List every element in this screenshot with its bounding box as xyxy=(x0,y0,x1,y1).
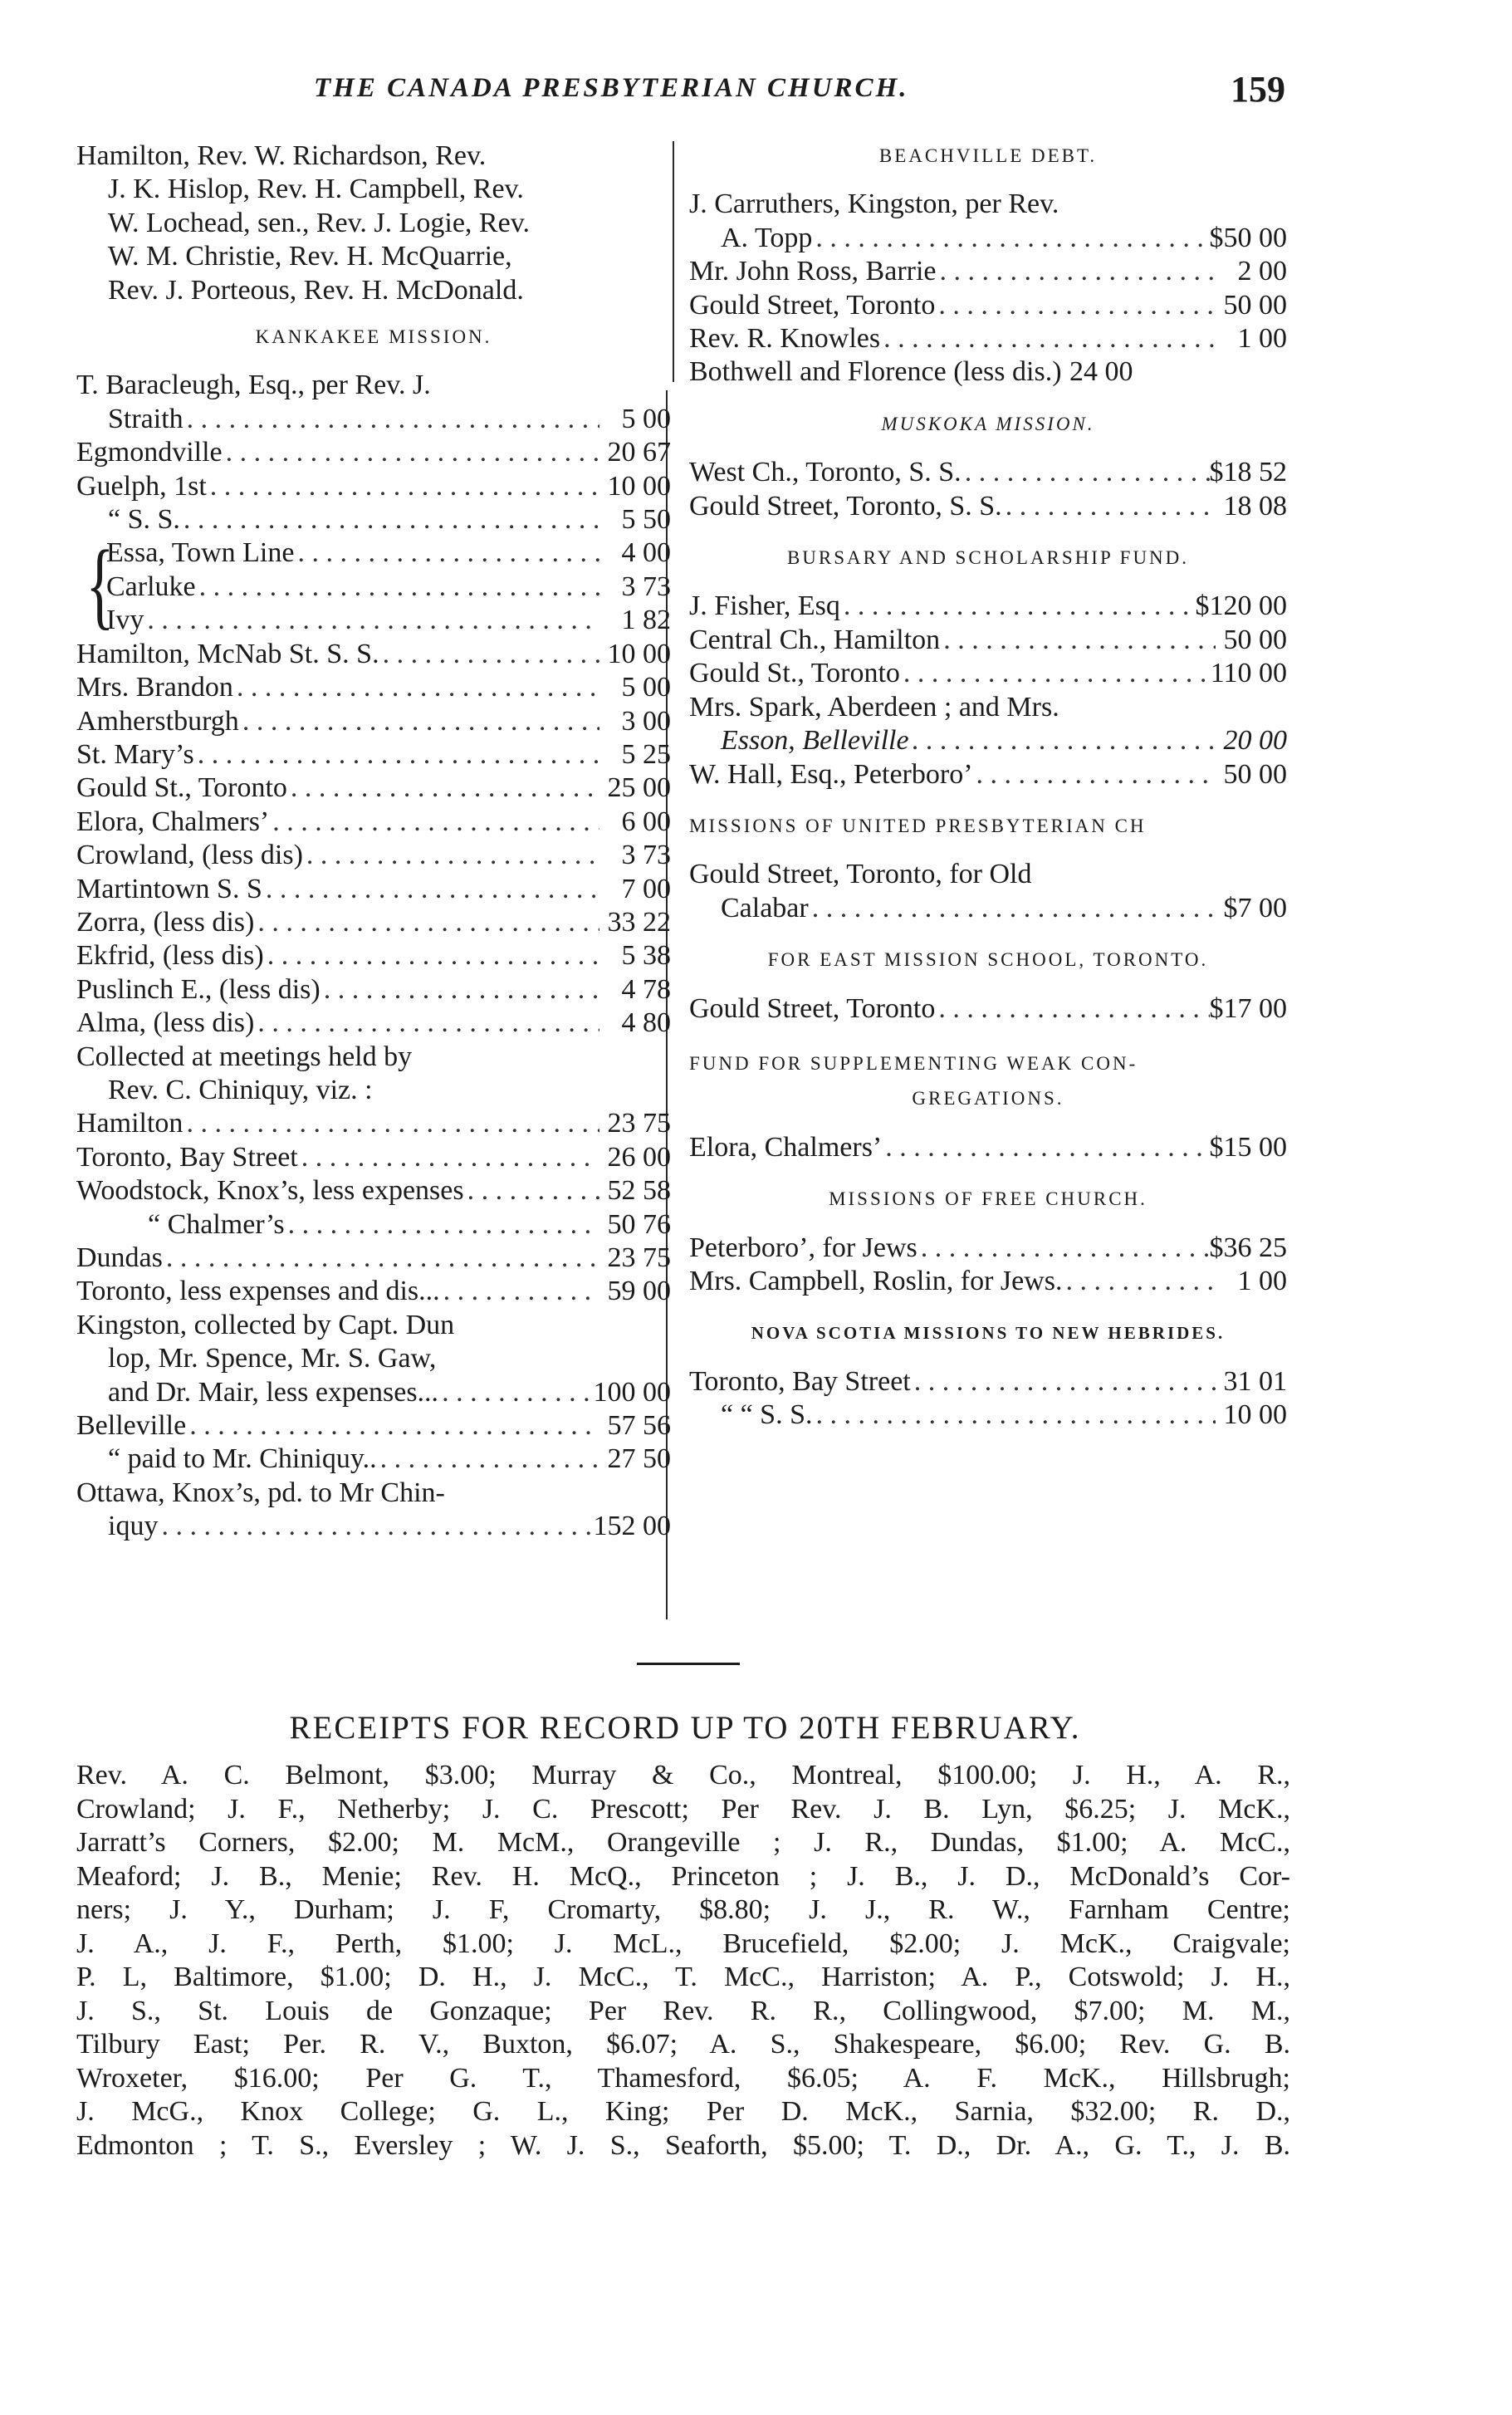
ledger-row xyxy=(689,289,1287,322)
ledger-row xyxy=(76,1409,671,1443)
intro-line: Hamilton, Rev. W. Richardson, Rev. xyxy=(76,140,487,171)
ledger-row xyxy=(76,1376,671,1409)
ledger-row xyxy=(76,1208,671,1242)
row-label: Mrs. Campbell, Roslin, for Jews. xyxy=(689,1265,1063,1296)
row-label: Gould Street, Toronto xyxy=(689,289,936,321)
row-amount: 31 01 xyxy=(1223,1365,1287,1397)
row-amount: 10 00 xyxy=(607,638,671,669)
intro-line: W. Lochead, sen., Rev. J. Logie, Rev. xyxy=(108,207,530,238)
row-amount: 5 00 xyxy=(621,672,671,703)
row-label: Puslinch E., (less dis) xyxy=(76,973,321,1005)
row-label: Calabar xyxy=(721,892,809,923)
receipts-line: Meaford; J. B., Menie; Rev. H. McQ., Princeton ; J. B., J. D., McDonald’s Cor- xyxy=(76,1860,1290,1892)
row-label: Gould Street, Toronto, S. S. xyxy=(689,490,1002,522)
page-number: 159 xyxy=(1231,69,1285,110)
row-amount: 20 00 xyxy=(1223,725,1287,757)
kingston-line: Kingston, collected by Capt. Dun xyxy=(76,1309,455,1340)
receipts-line: J. S., St. Louis de Gonzaque; Per Rev. R. R., Collingwood, $7.00; M. M., xyxy=(76,1995,1290,2026)
row-label: “ paid to Mr. Chiniquy.. xyxy=(108,1443,377,1475)
ledger-row xyxy=(76,1275,671,1308)
row-label: Hamilton xyxy=(76,1108,183,1139)
row-amount: 110 00 xyxy=(1210,658,1287,689)
column-rule-upper xyxy=(673,141,674,382)
row-amount: 5 38 xyxy=(621,940,671,972)
ledger-row xyxy=(689,992,1287,1026)
intro-line: W. M. Christie, Rev. H. McQuarrie, xyxy=(108,241,512,272)
row-amount: $15 00 xyxy=(1209,1131,1287,1163)
row-amount: $36 25 xyxy=(1209,1232,1287,1263)
row-amount: 5 50 xyxy=(621,504,671,536)
row-label: Belleville xyxy=(76,1410,187,1442)
row-amount: 1 82 xyxy=(621,605,671,636)
ledger-row xyxy=(76,503,671,536)
row-amount: 23 75 xyxy=(607,1108,671,1139)
ledger-row xyxy=(689,1131,1287,1164)
row-label: “ “ S. S. xyxy=(721,1399,813,1431)
ledger-row xyxy=(76,839,671,872)
row-label: Amherstburgh xyxy=(76,705,239,737)
row-amount: 7 00 xyxy=(621,873,671,904)
row-label: Toronto, Bay Street xyxy=(76,1141,298,1173)
row-label: Ivy xyxy=(106,605,144,636)
receipts-line: Edmonton ; T. S., Eversley ; W. J. S., Seaforth, $5.00; T. D., Dr. A., G. T., J. B. xyxy=(76,2129,1290,2161)
row-label: J. Fisher, Esq xyxy=(689,590,840,622)
receipts-line: Crowland; J. F., Netherby; J. C. Prescott; Per Rev. J. B. Lyn, $6.25; J. McK., xyxy=(76,1793,1290,1825)
ledger-row xyxy=(76,1443,671,1476)
ledger-row xyxy=(106,604,671,637)
ledger-row xyxy=(689,322,1287,355)
ledger-row xyxy=(76,806,671,839)
ledger-row xyxy=(76,1007,671,1040)
row-label: Gould St., Toronto xyxy=(689,658,900,689)
row-amount: 2 00 xyxy=(1237,256,1287,287)
row-label: “ Chalmer’s xyxy=(148,1208,285,1240)
receipts-line: Tilbury East; Per. R. V., Buxton, $6.07; A. S., Shakespeare, $6.00; Rev. G. B. xyxy=(76,2029,1290,2060)
row-label: Hamilton, McNab St. S. S. xyxy=(76,638,379,669)
ledger-row xyxy=(689,657,1287,690)
ledger-row xyxy=(76,973,671,1007)
ledger-row xyxy=(76,772,671,805)
row-amount: $50 00 xyxy=(1209,222,1287,253)
row-label: Carluke xyxy=(106,571,196,602)
row-amount: $18 52 xyxy=(1209,457,1287,488)
receipts-line: Jarratt’s Corners, $2.00; M. McM., Orangeville ; J. R., Dundas, $1.00; A. McC., xyxy=(76,1827,1290,1858)
collected-line: Rev. C. Chiniquy, viz. : xyxy=(108,1074,373,1105)
ledger-row xyxy=(689,456,1287,489)
receipts-title: RECEIPTS FOR RECORD UP TO 20TH FEBRUARY. xyxy=(289,1710,1081,1746)
row-label: Ekfrid, (less dis) xyxy=(76,940,264,972)
row-amount: 25 00 xyxy=(607,772,671,804)
ledger-row xyxy=(76,873,671,906)
east-heading: FOR EAST MISSION SCHOOL, TORONTO. xyxy=(767,949,1209,971)
ledger-row xyxy=(76,1107,671,1140)
row-amount: 26 00 xyxy=(607,1141,671,1173)
receipts-line: P. L, Baltimore, $1.00; D. H., J. McC., T. McC., Harriston; A. P., Cotswold; J. H., xyxy=(76,1962,1290,1992)
right-column xyxy=(689,140,1287,1433)
row-amount: 4 80 xyxy=(621,1007,671,1039)
row-label: “ S. S. xyxy=(108,504,180,536)
row-label: Mrs. Brandon xyxy=(76,672,233,703)
section-divider xyxy=(637,1663,740,1665)
kankakee-first-line: T. Baracleugh, Esq., per Rev. J. xyxy=(76,370,431,401)
row-label: A. Topp xyxy=(721,222,813,253)
row-label: Woodstock, Knox’s, less expenses xyxy=(76,1175,464,1207)
row-amount: 1 00 xyxy=(1237,1265,1287,1296)
row-label: Elora, Chalmers’ xyxy=(689,1131,883,1163)
ledger-row xyxy=(76,1510,671,1543)
row-label: Dundas xyxy=(76,1242,163,1273)
row-label: West Ch., Toronto, S. S. xyxy=(689,457,962,488)
united-heading: MISSIONS OF UNITED PRESBYTERIAN CH xyxy=(689,815,1147,836)
row-label: Essa, Town Line xyxy=(106,537,295,569)
ledger-row xyxy=(689,490,1287,523)
ledger-row xyxy=(689,1265,1287,1298)
beachville-heading: BEACHVILLE DEBT. xyxy=(878,145,1098,166)
nova-scotia-heading: NOVA SCOTIA MISSIONS TO NEW HEBRIDES. xyxy=(751,1323,1226,1344)
receipts-line: ners; J. Y., Durham; J. F, Cromarty, $8.80; J. J., R. W., Farnham Centre; xyxy=(76,1894,1290,1925)
row-amount: 5 00 xyxy=(621,403,671,434)
row-amount: 59 00 xyxy=(607,1276,671,1307)
brace-group xyxy=(76,530,671,639)
receipts-line: Rev. A. C. Belmont, $3.00; Murray & Co., Montreal, $100.00; J. H., A. R., xyxy=(76,1760,1290,1790)
row-amount: 18 08 xyxy=(1223,490,1287,522)
ledger-row xyxy=(76,436,671,469)
row-amount: 3 73 xyxy=(621,840,671,871)
page-header xyxy=(75,68,1295,118)
row-amount: 10 00 xyxy=(607,470,671,502)
row-amount: 4 00 xyxy=(621,537,671,569)
row-amount: 4 78 xyxy=(621,973,671,1005)
intro-line: J. K. Hislop, Rev. H. Campbell, Rev. xyxy=(108,174,524,205)
bursary-spark-line: Mrs. Spark, Aberdeen ; and Mrs. xyxy=(689,691,1059,723)
ledger-row xyxy=(689,624,1287,657)
row-amount: 50 76 xyxy=(607,1208,671,1240)
row-amount: 57 56 xyxy=(607,1410,671,1442)
row-label: Guelph, 1st xyxy=(76,470,207,502)
kankakee-heading: KANKAKEE MISSION. xyxy=(255,326,492,348)
row-label: Esson, Belleville xyxy=(721,725,909,757)
row-amount: 3 73 xyxy=(621,571,671,602)
receipts-line: J. A., J. F., Perth, $1.00; J. McL., Brucefield, $2.00; J. McK., Craigvale; xyxy=(76,1928,1290,1959)
ledger-row xyxy=(689,1399,1287,1432)
row-amount: 5 25 xyxy=(621,738,671,770)
row-amount: 50 00 xyxy=(1223,289,1287,321)
row-amount: 24 00 xyxy=(1069,356,1133,388)
row-label: Toronto, less expenses and dis... xyxy=(76,1276,440,1307)
row-amount: 6 00 xyxy=(621,806,671,837)
row-amount: 33 22 xyxy=(607,906,671,938)
row-amount: 50 00 xyxy=(1223,758,1287,790)
row-amount: 100 00 xyxy=(593,1376,671,1408)
ledger-row xyxy=(689,590,1287,623)
ledger-row xyxy=(76,1174,671,1208)
row-label: Alma, (less dis) xyxy=(76,1007,255,1039)
curly-brace-glyph: { xyxy=(86,530,115,639)
left-column xyxy=(76,140,671,1544)
fund-heading-line-2: GREGATIONS. xyxy=(912,1088,1064,1110)
row-amount: 50 00 xyxy=(1223,624,1287,655)
ledger-row xyxy=(76,738,671,772)
row-label: Central Ch., Hamilton xyxy=(689,624,941,655)
row-label: iquy xyxy=(108,1511,159,1542)
row-label: Mr. John Ross, Barrie xyxy=(689,256,937,287)
row-label: Bothwell and Florence (less dis.) xyxy=(689,356,1062,388)
ledger-row xyxy=(689,724,1287,757)
row-label: Elora, Chalmers’ xyxy=(76,806,270,837)
row-label: Toronto, Bay Street xyxy=(689,1365,911,1397)
intro-block xyxy=(76,140,671,307)
row-label: Peterboro’, for Jews xyxy=(689,1232,917,1263)
ledger-row xyxy=(76,705,671,738)
free-church-heading: MISSIONS OF FREE CHURCH. xyxy=(829,1188,1147,1210)
row-label: Crowland, (less dis) xyxy=(76,840,303,871)
row-amount: 23 75 xyxy=(607,1242,671,1273)
row-label: W. Hall, Esq., Peterboro’ xyxy=(689,758,973,790)
row-label: Gould Street, Toronto xyxy=(689,992,936,1024)
ledger-row xyxy=(106,571,671,604)
row-label: and Dr. Mair, less expenses... xyxy=(108,1376,439,1408)
ledger-row xyxy=(76,939,671,972)
row-label: Zorra, (less dis) xyxy=(76,906,255,938)
ledger-row xyxy=(76,906,671,939)
row-amount: $17 00 xyxy=(1209,992,1287,1024)
row-amount: 10 00 xyxy=(1223,1399,1287,1431)
receipts-line: Wroxeter, $16.00; Per G. T., Thamesford, $6.05; A. F. McK., Hillsbrugh; xyxy=(76,2062,1290,2094)
row-label: St. Mary’s xyxy=(76,738,194,770)
row-label: Straith xyxy=(108,403,183,434)
beachville-first-line: J. Carruthers, Kingston, per Rev. xyxy=(689,189,1059,220)
row-amount: 152 00 xyxy=(593,1511,671,1542)
ledger-row xyxy=(76,403,671,436)
receipts-body xyxy=(76,1759,1290,2163)
row-amount: 1 00 xyxy=(1237,323,1287,355)
fund-heading-line-1: FUND FOR SUPPLEMENTING WEAK CON- xyxy=(689,1052,1138,1074)
row-label: Martintown S. S xyxy=(76,873,262,904)
ledger-row xyxy=(689,355,1287,389)
ledger-row xyxy=(76,470,671,503)
intro-line: Rev. J. Porteous, Rev. H. McDonald. xyxy=(108,274,524,306)
row-amount: $7 00 xyxy=(1223,892,1287,923)
ottawa-line: Ottawa, Knox’s, pd. to Mr Chin- xyxy=(76,1477,445,1508)
row-label: Rev. R. Knowles xyxy=(689,323,881,355)
row-amount: 52 58 xyxy=(607,1175,671,1207)
bursary-heading: BURSARY AND SCHOLARSHIP FUND. xyxy=(786,547,1190,569)
ledger-row xyxy=(689,1232,1287,1265)
ledger-row xyxy=(76,1141,671,1174)
ledger-row xyxy=(689,758,1287,791)
ledger-row xyxy=(689,1365,1287,1399)
receipts-line: J. McG., Knox College; G. L., King; Per D. McK., Sarnia, $32.00; R. D., xyxy=(76,2096,1290,2127)
muskoka-heading: MUSKOKA MISSION. xyxy=(881,413,1095,434)
row-amount: 27 50 xyxy=(607,1443,671,1475)
row-amount: $120 00 xyxy=(1195,590,1287,622)
row-label: Egmondville xyxy=(76,437,223,468)
ledger-row xyxy=(689,222,1287,255)
row-amount: 20 67 xyxy=(607,437,671,468)
collected-line: Collected at meetings held by xyxy=(76,1041,413,1072)
ledger-row xyxy=(76,638,671,671)
united-line: Gould Street, Toronto, for Old xyxy=(689,859,1032,890)
ledger-row xyxy=(689,892,1287,925)
row-label: Gould St., Toronto xyxy=(76,772,287,804)
ledger-row xyxy=(76,1242,671,1275)
ledger-row xyxy=(106,536,671,570)
ledger-row xyxy=(689,255,1287,288)
row-amount: 3 00 xyxy=(621,705,671,737)
running-title: THE CANADA PRESBYTERIAN CHURCH. xyxy=(314,73,909,103)
ledger-row xyxy=(76,671,671,704)
kingston-line: lop, Mr. Spence, Mr. S. Gaw, xyxy=(108,1343,437,1374)
